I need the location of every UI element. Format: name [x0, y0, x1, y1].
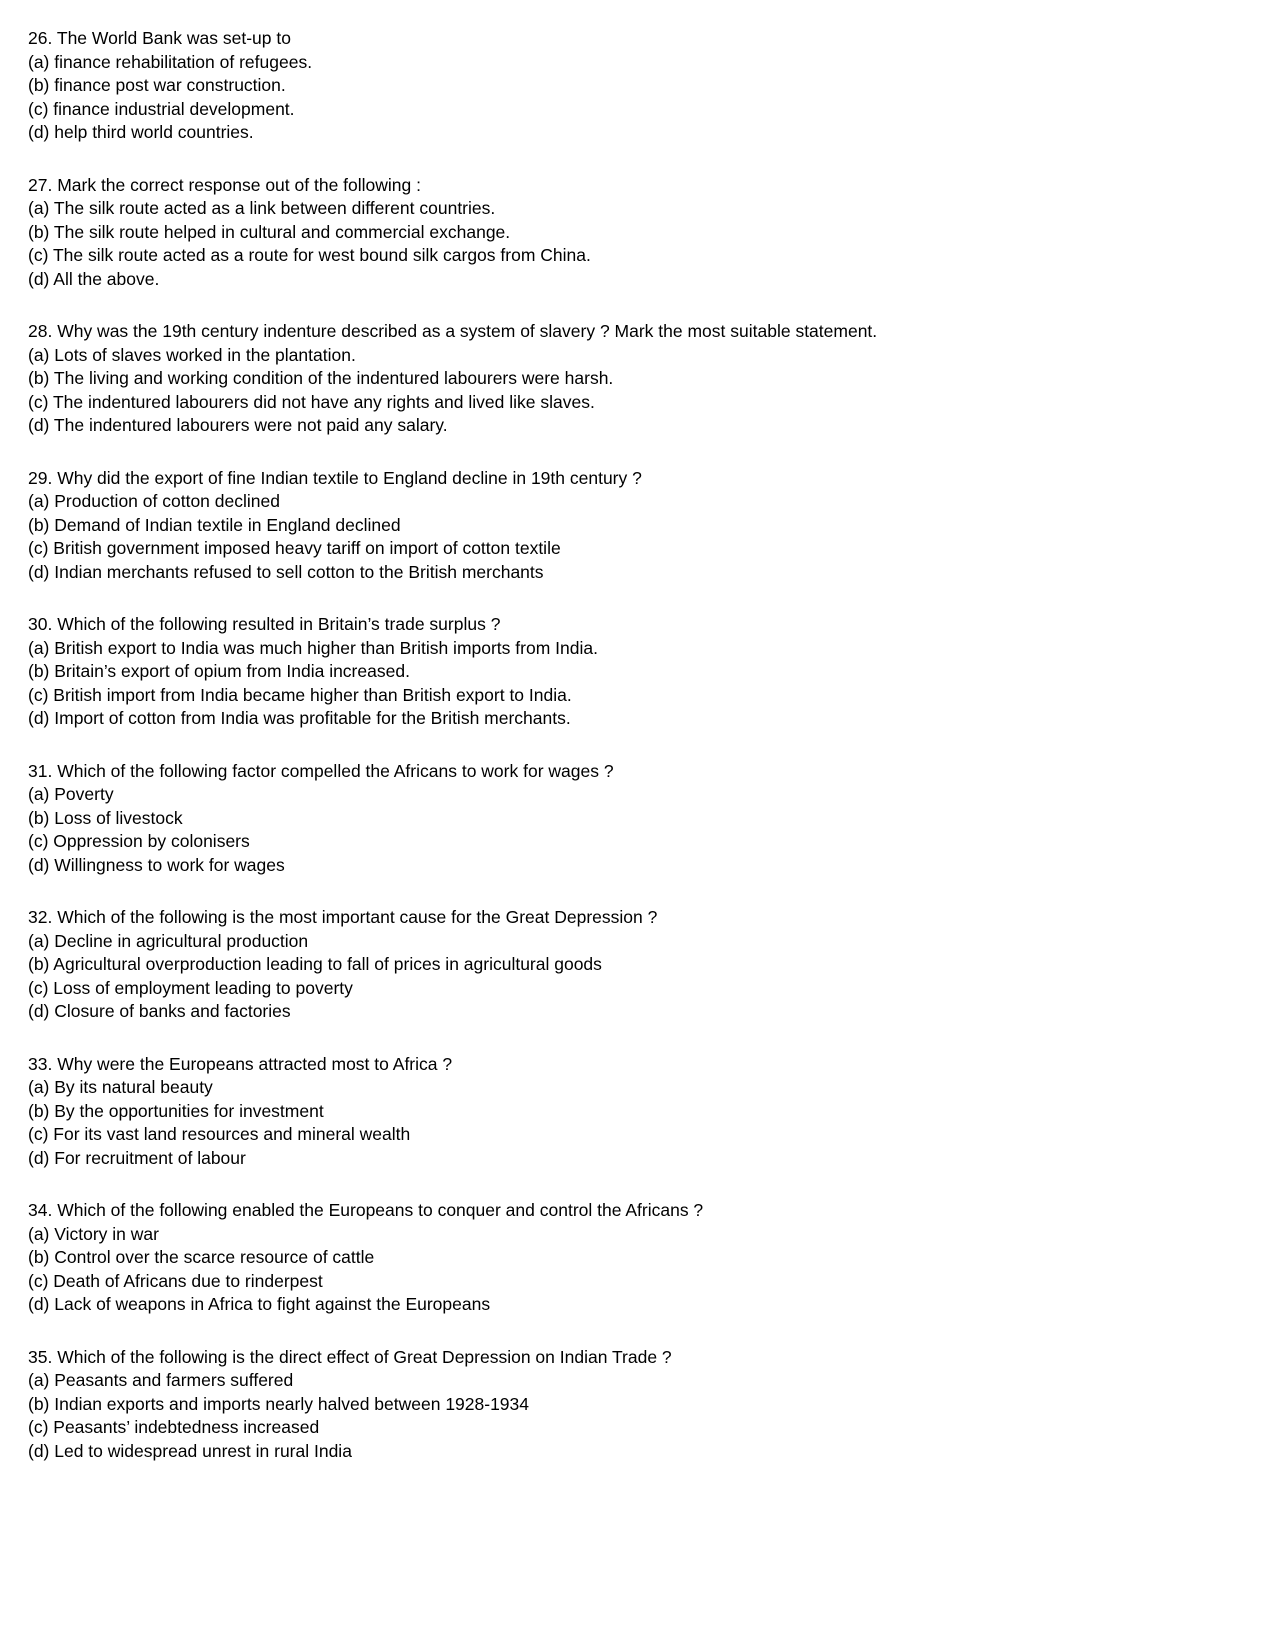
- question-text: 34. Which of the following enabled the Europeans to conquer and control the Africans ?: [28, 1200, 704, 1220]
- question-text: 31. Which of the following factor compelled the Africans to work for wages ?: [28, 760, 614, 781]
- option-a: (a) finance rehabilitation of refugees.: [28, 51, 313, 72]
- question-text: 27. Mark the correct response out of the following :: [28, 174, 421, 195]
- option-d: (d) help third world countries.: [28, 122, 254, 142]
- question-block-31: [28, 760, 1255, 878]
- option-c: (c) British import from India became higher than British export to India.: [28, 684, 572, 705]
- option-a: (a) Victory in war: [28, 1223, 159, 1244]
- option-c: (c) Oppression by colonisers: [28, 831, 250, 851]
- option-c: (c) British government imposed heavy tariff on import of cotton textile: [28, 538, 561, 558]
- option-b: (b) Indian exports and imports nearly halved between 1928-1934: [28, 1393, 530, 1414]
- option-a: (a) Decline in agricultural production: [28, 930, 309, 951]
- option-d: (d) The indentured labourers were not paid any salary.: [28, 415, 448, 435]
- option-c: (c) Death of Africans due to rinderpest: [28, 1270, 323, 1291]
- question-text: 32. Which of the following is the most important cause for the Great Depression ?: [28, 907, 658, 927]
- option-b: (b) Control over the scarce resource of cattle: [28, 1247, 375, 1267]
- question-text: 30. Which of the following resulted in Britain’s trade surplus ?: [28, 614, 501, 634]
- option-d: (d) Lack of weapons in Africa to fight against the Europeans: [28, 1294, 491, 1314]
- option-a: (a) Lots of slaves worked in the plantation.: [28, 344, 356, 365]
- option-b: (b) Loss of livestock: [28, 807, 183, 828]
- question-block-34: [28, 1199, 1255, 1317]
- option-d: (d) All the above.: [28, 268, 160, 289]
- option-b: (b) Demand of Indian textile in England declined: [28, 514, 401, 535]
- option-d: (d) Import of cotton from India was profitable for the British merchants.: [28, 708, 571, 728]
- option-d: (d) For recruitment of labour: [28, 1147, 246, 1168]
- option-d: (d) Closure of banks and factories: [28, 1001, 291, 1021]
- option-a: (a) Production of cotton declined: [28, 491, 280, 511]
- option-d: (d) Led to widespread unrest in rural India: [28, 1440, 352, 1461]
- option-c: (c) Loss of employment leading to poverty: [28, 977, 353, 998]
- question-block-32: [28, 906, 1255, 1024]
- question-text: 29. Why did the export of fine Indian textile to England decline in 19th century ?: [28, 467, 642, 488]
- question-block-30: [28, 613, 1255, 731]
- question-block-33: [28, 1053, 1255, 1171]
- option-c: (c) For its vast land resources and mineral wealth: [28, 1124, 411, 1144]
- question-block-28: [28, 320, 1255, 438]
- option-c: (c) The indentured labourers did not have any rights and lived like slaves.: [28, 391, 595, 412]
- question-text: 33. Why were the Europeans attracted most to Africa ?: [28, 1053, 453, 1074]
- option-a: (a) The silk route acted as a link between different countries.: [28, 198, 496, 218]
- question-block-27: [28, 174, 1255, 292]
- question-block-26: [28, 27, 1255, 145]
- option-b: (b) Agricultural overproduction leading to fall of prices in agricultural goods: [28, 954, 602, 974]
- option-d: (d) Indian merchants refused to sell cotton to the British merchants: [28, 561, 544, 582]
- question-text: 26. The World Bank was set-up to: [28, 28, 291, 48]
- option-c: (c) Peasants’ indebtedness increased: [28, 1417, 320, 1437]
- option-b: (b) By the opportunities for investment: [28, 1100, 324, 1121]
- question-block-29: [28, 467, 1255, 585]
- option-a: (a) British export to India was much higher than British imports from India.: [28, 637, 598, 658]
- option-b: (b) Britain’s export of opium from India increased.: [28, 661, 410, 681]
- option-a: (a) Poverty: [28, 784, 114, 804]
- option-b: (b) finance post war construction.: [28, 75, 286, 95]
- option-c: (c) The silk route acted as a route for west bound silk cargos from China.: [28, 245, 591, 265]
- option-a: (a) By its natural beauty: [28, 1077, 213, 1097]
- option-b: (b) The silk route helped in cultural and commercial exchange.: [28, 221, 511, 242]
- option-c: (c) finance industrial development.: [28, 98, 295, 119]
- question-block-35: [28, 1346, 1255, 1464]
- question-text: 35. Which of the following is the direct effect of Great Depression on Indian Trade ?: [28, 1346, 672, 1367]
- question-text: 28. Why was the 19th century indenture described as a system of slavery ? Mark the most suitable statement.: [28, 321, 878, 341]
- option-d: (d) Willingness to work for wages: [28, 854, 285, 875]
- option-b: (b) The living and working condition of the indentured labourers were harsh.: [28, 368, 614, 388]
- option-a: (a) Peasants and farmers suffered: [28, 1370, 294, 1390]
